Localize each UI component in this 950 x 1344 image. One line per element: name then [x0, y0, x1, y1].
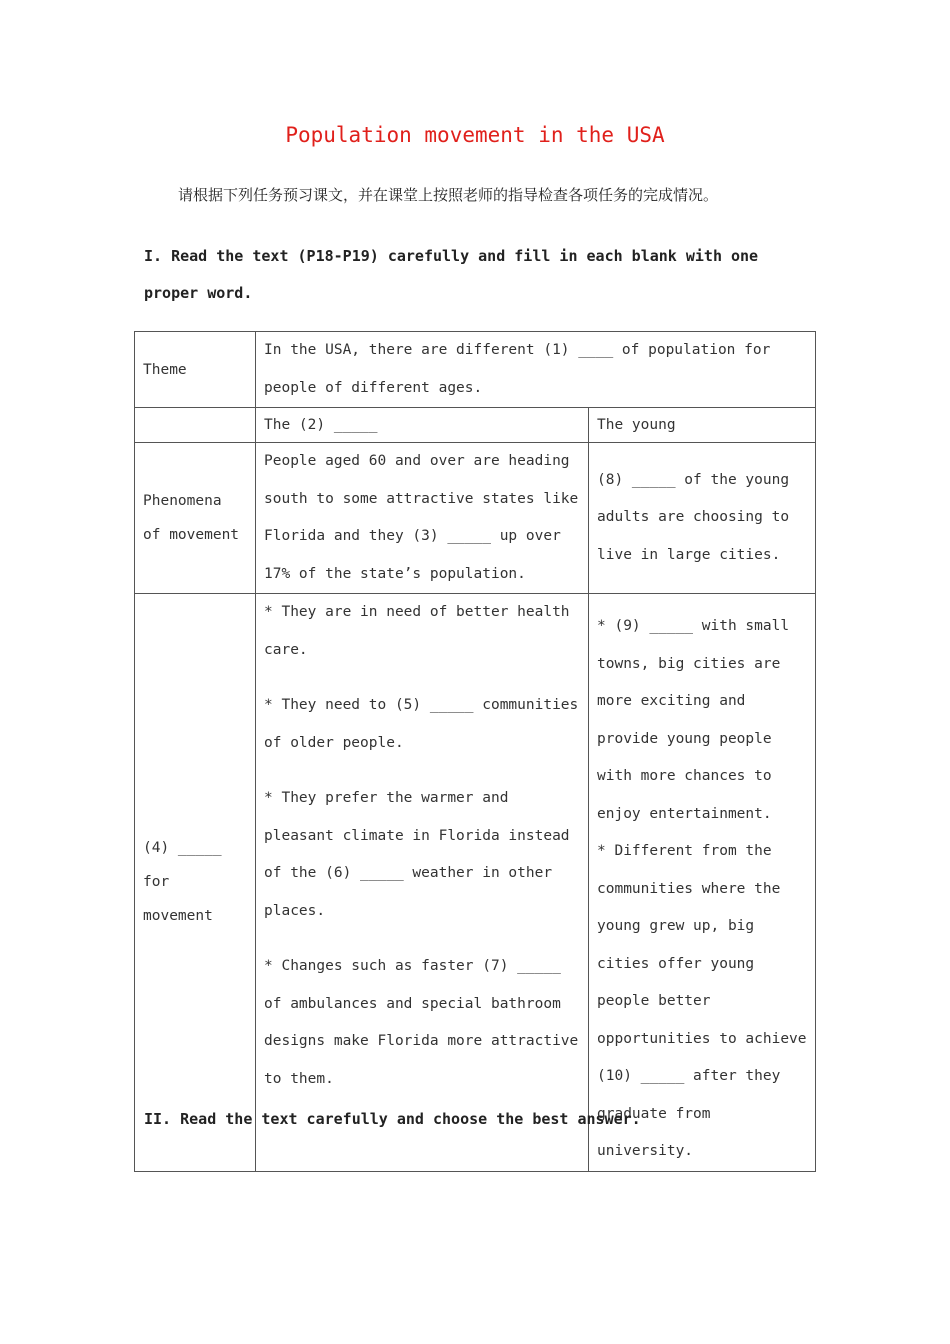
reason-old-item: * They need to (5) _____ communities of older people. — [264, 697, 579, 751]
reason-old-item: * They are in need of better health care. — [264, 604, 570, 658]
phenomena-old: People aged 60 and over are heading south to some attractive states like Florida and they (3) _____ up over 17% of the state’s population. — [256, 443, 589, 594]
reasons-label: (4) _____ for movement — [135, 594, 256, 1172]
header-young: The young — [589, 408, 816, 443]
phenomena-label: Phenomena of movement — [135, 443, 256, 594]
theme-label: Theme — [135, 332, 256, 408]
reasons-old-cell — [256, 594, 589, 1172]
reason-old-item: * They prefer the warmer and pleasant climate in Florida instead of the (6) _____ weather in other places. — [264, 790, 570, 919]
header-old: The (2) _____ — [256, 408, 589, 443]
theme-text: In the USA, there are different (1) ____ of population for people of different ages. — [256, 332, 816, 408]
reason-young-item: * (9) _____ with small towns, big cities are more exciting and provide young people with more chances to enjoy entertainment. — [597, 618, 790, 822]
empty-header-cell — [135, 408, 256, 443]
section-1-heading: I. Read the text (P18-P19) carefully and fill in each blank with one proper word. — [144, 247, 759, 302]
phenomena-young: (8) _____ of the young adults are choosing to live in large cities. — [589, 443, 816, 594]
reasons-young-cell — [589, 594, 816, 1172]
section-2-heading: II. Read the text carefully and choose the best answer. — [144, 1110, 641, 1128]
reason-young-item: * Different from the communities where the young grew up, big cities offer young people better opportunities to achieve (10) _____ after they graduate from university. — [597, 843, 807, 1159]
reason-old-item: * Changes such as faster (7) _____ of ambulances and special bathroom designs make Florida more attractive to them. — [264, 958, 579, 1087]
instruction-text: 请根据下列任务预习课文，并在课堂上按照老师的指导检查各项任务的完成情况。 — [178, 186, 719, 204]
fill-in-table — [134, 331, 816, 1172]
page-title: Population movement in the USA — [285, 123, 665, 147]
